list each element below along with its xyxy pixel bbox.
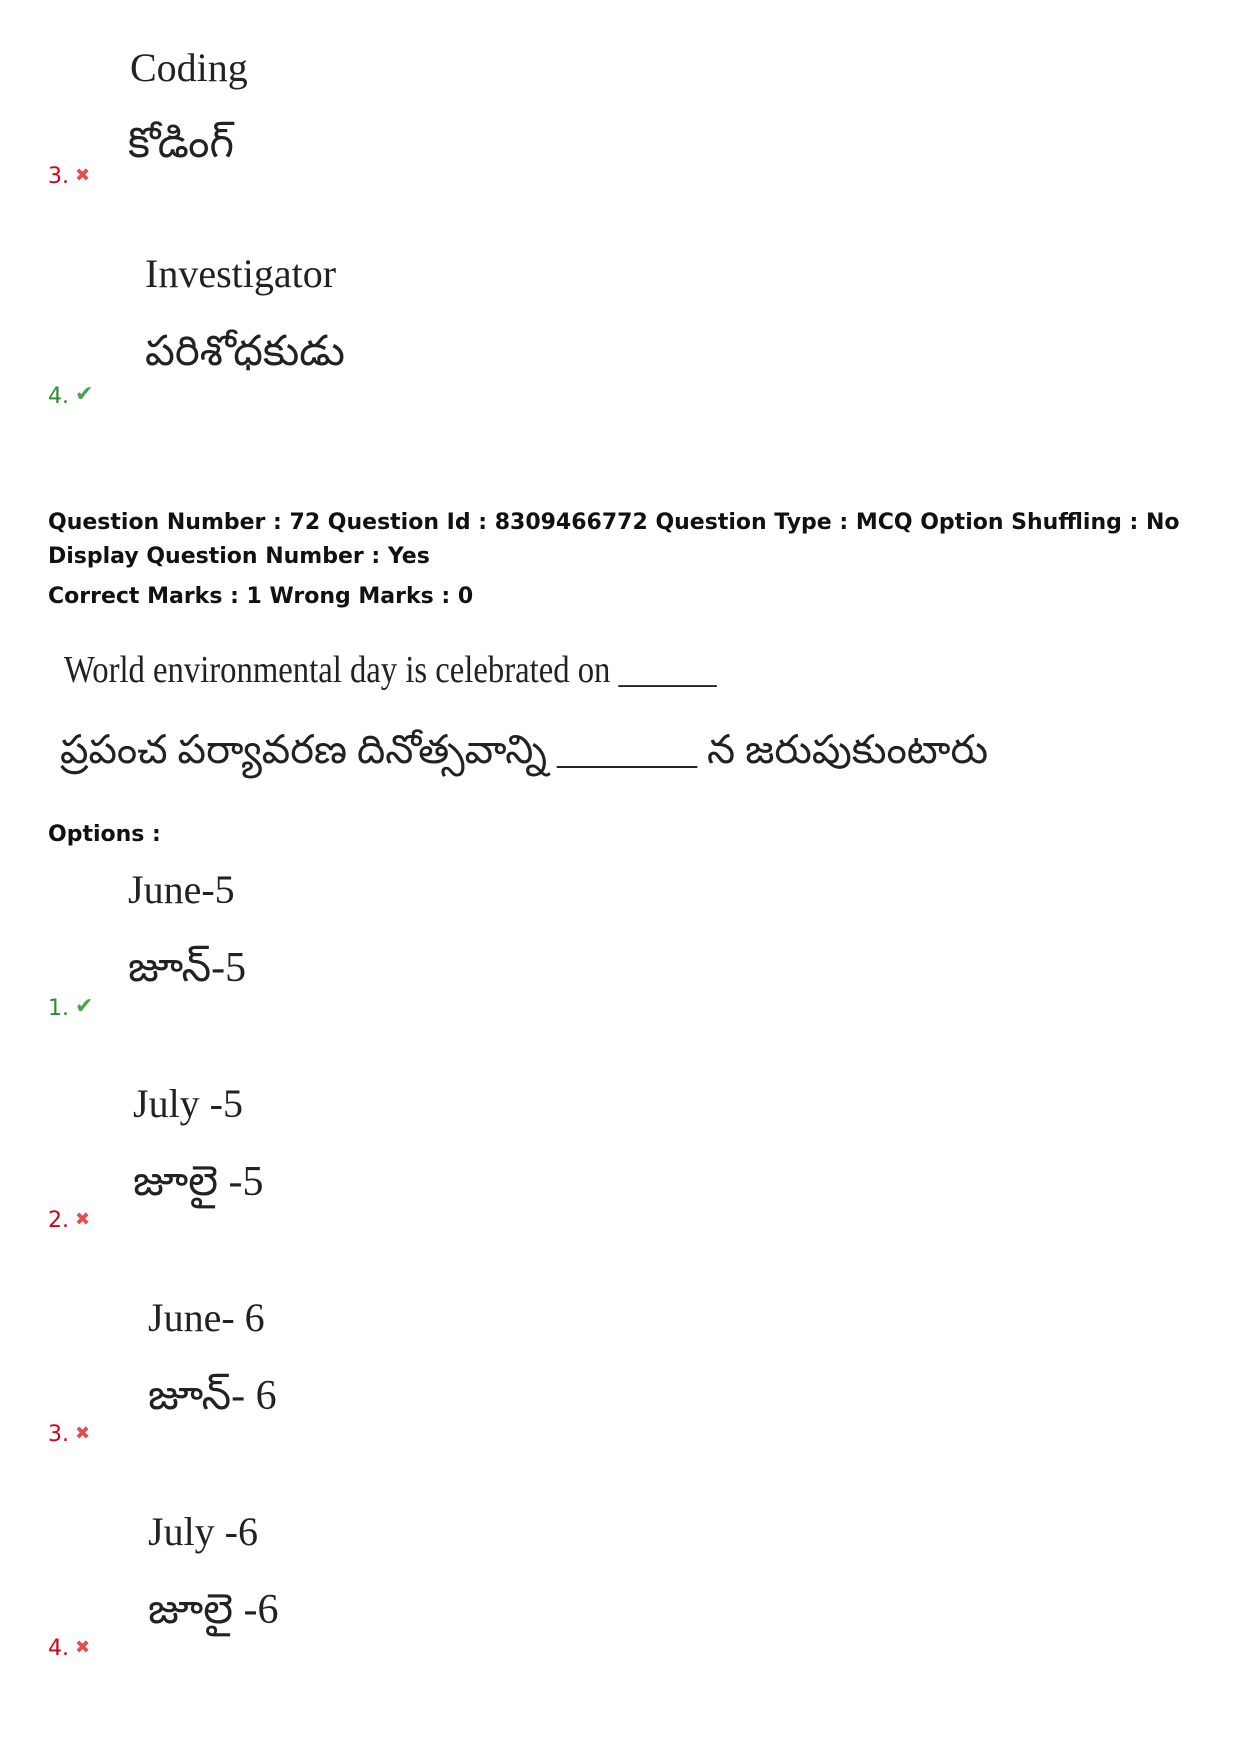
option-telugu-text: కోడింగ్ (128, 121, 234, 167)
cross-icon: ✖ (75, 1637, 91, 1658)
question-header-line2: Display Question Number : Yes (48, 544, 430, 569)
options-label: Options : (48, 822, 161, 847)
marks-line: Correct Marks : 1 Wrong Marks : 0 (48, 584, 474, 609)
option-english-text: July -5 (133, 1081, 243, 1126)
option-english-text: July -6 (148, 1509, 258, 1554)
cross-icon: ✖ (75, 1423, 91, 1444)
option-telugu-text: పరిశోధకుడు (145, 329, 345, 375)
option-number (48, 1208, 90, 1233)
question-header-line1: Question Number : 72 Question Id : 8309466772 Question Type : MCQ Option Shuffling : No (48, 510, 1180, 535)
option-english-text: June- 6 (148, 1295, 265, 1340)
option-number (48, 382, 93, 409)
option-number (48, 1422, 90, 1447)
option-telugu-text: జూన్-5 (128, 945, 247, 991)
option-number (48, 164, 90, 189)
option-telugu-text: జూలై -5 (133, 1159, 264, 1205)
option-number-label: 3. (48, 164, 69, 189)
checkmark-icon: ✔ (75, 994, 94, 1019)
question-text-english: World environmental day is celebrated on ______ (64, 649, 717, 691)
option-number-label: 4. (48, 384, 69, 409)
question-text-telugu: ప్రపంచ పర్యావరణ దినోత్సవాన్ని _______ న జరుపుకుంటారు (60, 727, 989, 772)
option-number-label: 4. (48, 1636, 69, 1661)
option-telugu-text: జూన్- 6 (148, 1373, 277, 1419)
option-number (48, 994, 93, 1021)
option-number-label: 1. (48, 996, 69, 1021)
option-english-text: June-5 (128, 867, 235, 912)
option-number-label: 3. (48, 1422, 69, 1447)
checkmark-icon: ✔ (75, 382, 94, 407)
option-english-text: Coding (130, 45, 248, 90)
option-english-text: Investigator (145, 251, 337, 296)
option-number-label: 2. (48, 1208, 69, 1233)
option-telugu-text: జూలై -6 (148, 1587, 279, 1633)
cross-icon: ✖ (75, 165, 91, 186)
cross-icon: ✖ (75, 1209, 91, 1230)
option-number (48, 1636, 90, 1661)
